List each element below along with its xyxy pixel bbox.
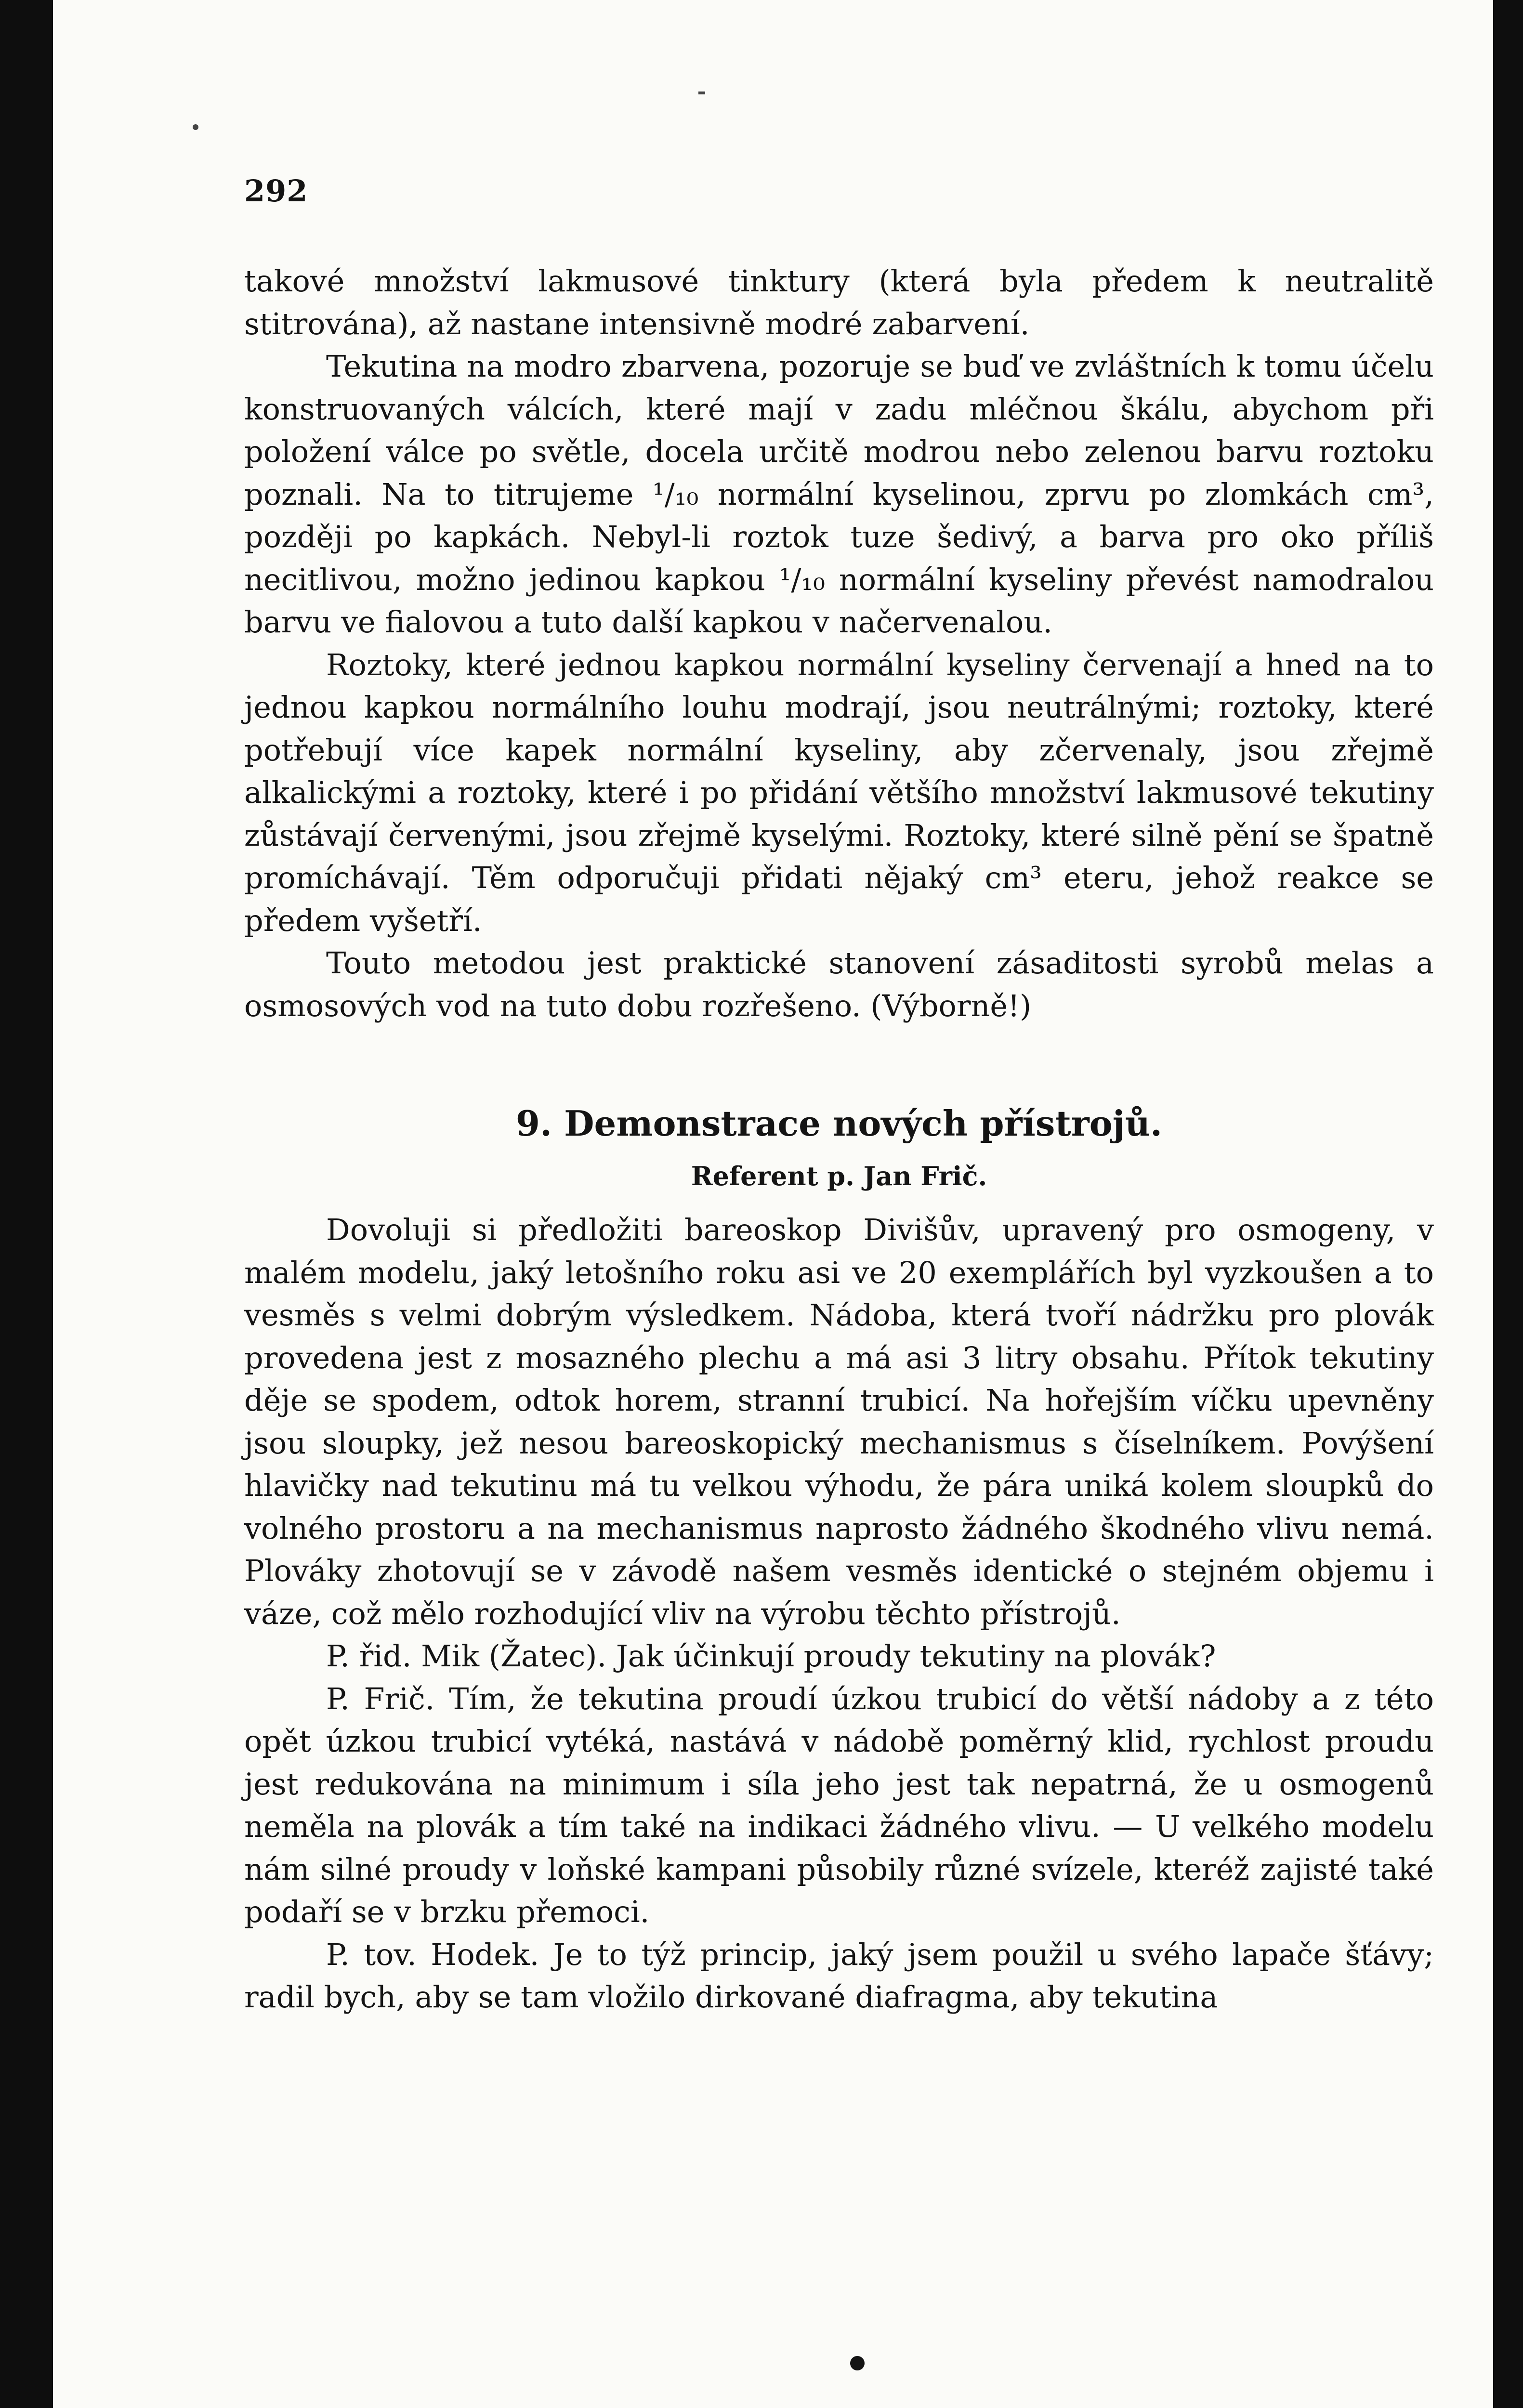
page-end-mark xyxy=(850,2356,865,2370)
paragraph: Dovoluji si předložiti bareoskop Divišův, upravený pro osmogeny, v malém modelu, jaký letošního roku asi ve 20 exemplářích byl vyzkoušen a to vesměs s velmi dobrým výsledkem. Nádoba, která tvoří nádržku pro plovák provedena jest z mosazného plechu a má asi 3 litry obsahu. Přítok tekutiny děje se spodem, odtok horem, stranní trubicí. Na hořejším víčku upevněny jsou sloupky, jež nesou bareoskopický mechanismus s číselníkem. Povýšení hlavičky nad tekutinu má tu velkou výhodu, že pára uniká kolem sloupků do volného prostoru a na mechanismus naprosto žádného škodného vlivu nemá. Plováky zhotovují se v závodě našem vesměs identické o stejném objemu i váze, což mělo rozhodující vliv na výrobu těchto přístrojů. xyxy=(244,1212,1434,1631)
paragraph: P. Frič. Tím, že tekutina proudí úzkou trubicí do větší nádoby a z této opět úzkou trubicí vytéká, nastává v nádobě poměrný klid, rychlost proudu jest redukována na minimum i síla jeho jest tak nepatrná, že u osmogenů neměla na plovák a tím také na indikaci žádného vlivu. — U velkého modelu nám silné proudy v loňské kampani působily různé svízele, kteréž zajisté také podaří se v brzku přemoci. xyxy=(244,1681,1434,1929)
section-referent: Referent p. Jan Frič. xyxy=(691,1161,987,1191)
paragraphs-top xyxy=(244,260,1434,1027)
paragraph: Roztoky, které jednou kapkou normální kyseliny červenají a hned na to jednou kapkou normálního louhu modrají, jsou neutrálnými; roztoky, které potřebují více kapek normální kyseliny, aby zčervenaly, jsou zřejmě alkalickými a roztoky, které i po přidání většího množství lakmusové tekutiny zůstávají červenými, jsou zřejmě kyselými. Roztoky, které silně pění se špatně promíchávají. Těm odporučuji přidati nějaký cm³ eteru, jehož reakce se předem vyšetří. xyxy=(244,647,1434,938)
paragraphs-bottom xyxy=(244,1209,1434,2019)
paragraph: P. tov. Hodek. Je to týž princip, jaký jsem použil u svého lapače šťávy; radil bych, aby se tam vložilo dirkované diafragma, aby tekutina xyxy=(244,1937,1434,2015)
page-number: 292 xyxy=(244,173,308,209)
section-heading: 9. Demonstrace nových přístrojů. xyxy=(515,1103,1163,1144)
scan-speck xyxy=(193,124,198,130)
paragraph: Tekutina na modro zbarvena, pozoruje se buď ve zvláštních k tomu účelu konstruovaných válcích, které mají v zadu mléčnou škálu, abychom při položení válce po světle, docela určitě modrou nebo zelenou barvu roztoku poznali. Na to titrujeme ¹/₁₀ normální kyselinou, zprvu po zlomkách cm³, později po kapkách. Nebyl-li roztok tuze šedivý, a barva pro oko příliš necitlivou, možno jedinou kapkou ¹/₁₀ normální kyseliny převést namodralou barvu ve fialovou a tuto další kapkou v načervenalou. xyxy=(244,349,1434,640)
paragraph: Touto metodou jest praktické stanovení zásaditosti syrobů melas a osmosových vod na tuto dobu rozřešeno. (Výborně!) xyxy=(244,945,1434,1023)
paragraph: P. řid. Mik (Žatec). Jak účinkují proudy tekutiny na plovák? xyxy=(326,1638,1216,1674)
paragraph: takové množství lakmusové tinktury (která byla předem k neutralitě stitrována), až nastane intensivně modré zabarvení. xyxy=(244,263,1434,341)
book-page xyxy=(53,0,1493,2408)
scan-speck xyxy=(698,92,705,94)
